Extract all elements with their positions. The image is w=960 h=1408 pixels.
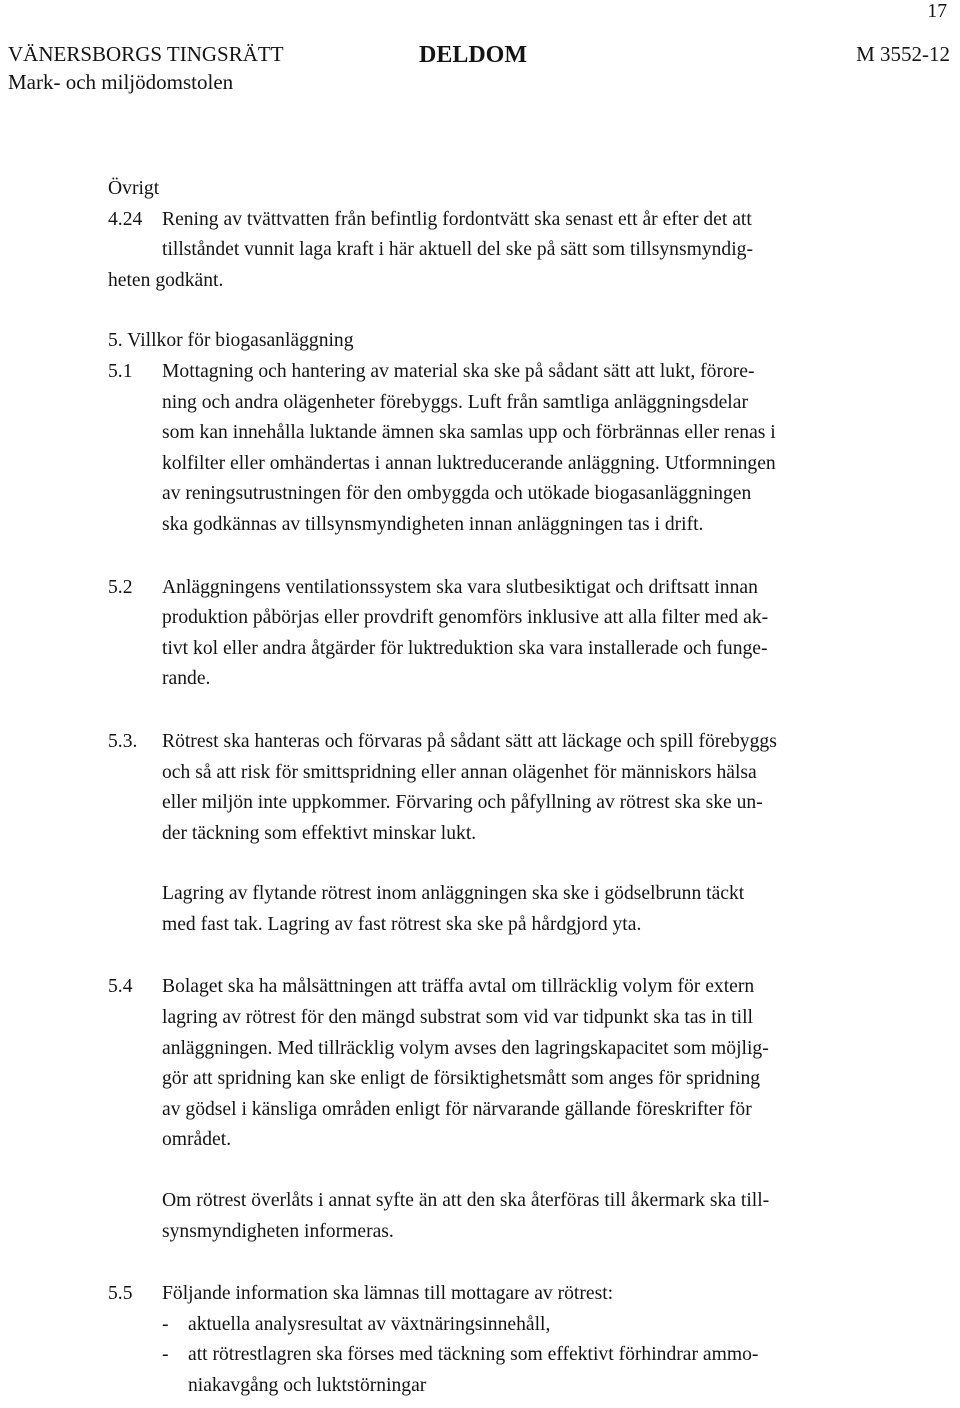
text-line: Lagring av flytande rötrest inom anläggningen ska ske i gödselbrunn täckt bbox=[162, 883, 745, 905]
condition-text bbox=[162, 357, 898, 541]
text-line: lagring av rötrest för den mängd substrat som vid var tidpunkt ska tas in till bbox=[162, 1007, 753, 1029]
text-line: Bolaget ska ha målsättningen att träffa avtal om tillräcklig volym för extern bbox=[162, 976, 755, 998]
condition-number: 5.1 bbox=[108, 360, 133, 382]
condition-number: 5.2 bbox=[108, 576, 133, 598]
list-item-text bbox=[188, 1340, 758, 1401]
condition-5-1 bbox=[108, 357, 898, 541]
text-line: med fast tak. Lagring av fast rötrest ska ske på hårdgjord yta. bbox=[162, 913, 642, 935]
condition-5-4 bbox=[108, 972, 898, 1247]
text-line: av gödsel i känsliga områden enligt för närvarande gällande föreskrifter för bbox=[162, 1098, 752, 1120]
condition-text bbox=[162, 972, 898, 1247]
condition-text bbox=[162, 205, 898, 266]
text-line: av reningsutrustningen för den ombyggda och utökade biogasanläggningen bbox=[162, 483, 752, 505]
text-line: produktion påbörjas eller provdrift genomförs inklusive att alla filter med ak- bbox=[162, 607, 769, 629]
text-line: der täckning som effektivt minskar lukt. bbox=[162, 822, 477, 844]
text-line: synsmyndigheten informeras. bbox=[162, 1220, 394, 1242]
list-item bbox=[162, 1340, 898, 1401]
document-body bbox=[108, 174, 898, 1402]
text-line: heten godkänt. bbox=[108, 269, 224, 291]
text-line: ska godkännas av tillsynsmyndigheten innan anläggningen tas i drift. bbox=[162, 513, 704, 535]
court-department: Mark- och miljödomstolen bbox=[8, 70, 234, 94]
text-line: kolfilter eller omhändertas i annan luktreducerande anläggning. Utformningen bbox=[162, 452, 776, 474]
case-number: M 3552-12 bbox=[856, 42, 950, 66]
condition-5-5 bbox=[108, 1279, 898, 1401]
list-item-text: aktuella analysresultat av växtnäringsinnehåll, bbox=[188, 1313, 551, 1335]
text-line: gör att spridning kan ske enligt de försiktighetsmått som anges för spridning bbox=[162, 1068, 761, 1090]
text-line: tivt kol eller andra åtgärder för luktreduktion ska vara installerade och funge- bbox=[162, 637, 768, 659]
document-header bbox=[8, 40, 950, 100]
condition-number: 4.24 bbox=[108, 208, 143, 230]
text-line: niakavgång och luktstörningar bbox=[188, 1375, 427, 1396]
list-dash: - bbox=[162, 1344, 169, 1366]
section-heading-ovrigt: Övrigt bbox=[108, 178, 160, 199]
text-line: området. bbox=[162, 1129, 232, 1151]
text-line: Mottagning och hantering av material ska ske på sådant sätt att lukt, förore- bbox=[162, 360, 755, 382]
text-line: ning och andra olägenheter förebyggs. Luft från samtliga anläggningsdelar bbox=[162, 391, 748, 413]
condition-5-2 bbox=[108, 573, 898, 695]
condition-5-3 bbox=[108, 727, 898, 941]
text-line: rande. bbox=[162, 668, 211, 690]
condition-text bbox=[162, 1279, 898, 1401]
text-line: att rötrestlagren ska förses med täckning som effektivt förhindrar ammo- bbox=[188, 1344, 759, 1366]
text-line: som kan innehålla luktande ämnen ska samlas upp och förbrännas eller renas i bbox=[162, 422, 776, 444]
text-line: anläggningen. Med tillräcklig volym avses den lagringskapacitet som möjlig- bbox=[162, 1037, 769, 1059]
text-line: Om rötrest överlåts i annat syfte än att den ska återföras till åkermark ska till- bbox=[162, 1190, 770, 1212]
text-line: eller miljön inte uppkommer. Förvaring och påfyllning av rötrest ska ske un- bbox=[162, 792, 763, 814]
text-line: och så att risk för smittspridning eller annan olägenhet för människors hälsa bbox=[162, 761, 757, 783]
page-number: 17 bbox=[927, 1, 947, 22]
condition-text bbox=[162, 727, 898, 941]
text-line: Följande information ska lämnas till mottagare av rötrest: bbox=[162, 1283, 614, 1305]
list-item bbox=[162, 1310, 898, 1341]
list-dash: - bbox=[162, 1313, 169, 1335]
condition-number: 5.4 bbox=[108, 976, 133, 998]
text-line: Rötrest ska hanteras och förvaras på sådant sätt att läckage och spill förebyggs bbox=[162, 730, 777, 752]
section-heading-5: 5. Villkor för biogasanläggning bbox=[108, 330, 354, 352]
court-name: VÄNERSBORGS TINGSRÄTT bbox=[8, 42, 284, 66]
condition-number: 5.5 bbox=[108, 1283, 133, 1305]
condition-text bbox=[162, 573, 898, 695]
condition-4-24 bbox=[108, 205, 898, 266]
text-line: Rening av tvättvatten från befintlig fordontvätt ska senast ett år efter det att bbox=[162, 208, 752, 230]
condition-number: 5.3. bbox=[108, 730, 138, 752]
text-line: Anläggningens ventilationssystem ska vara slutbesiktigat och driftsatt innan bbox=[162, 576, 758, 598]
document-type: DELDOM bbox=[419, 42, 527, 68]
text-line: tillståndet vunnit laga kraft i här aktuell del ske på sätt som tillsynsmyndig- bbox=[162, 239, 753, 261]
